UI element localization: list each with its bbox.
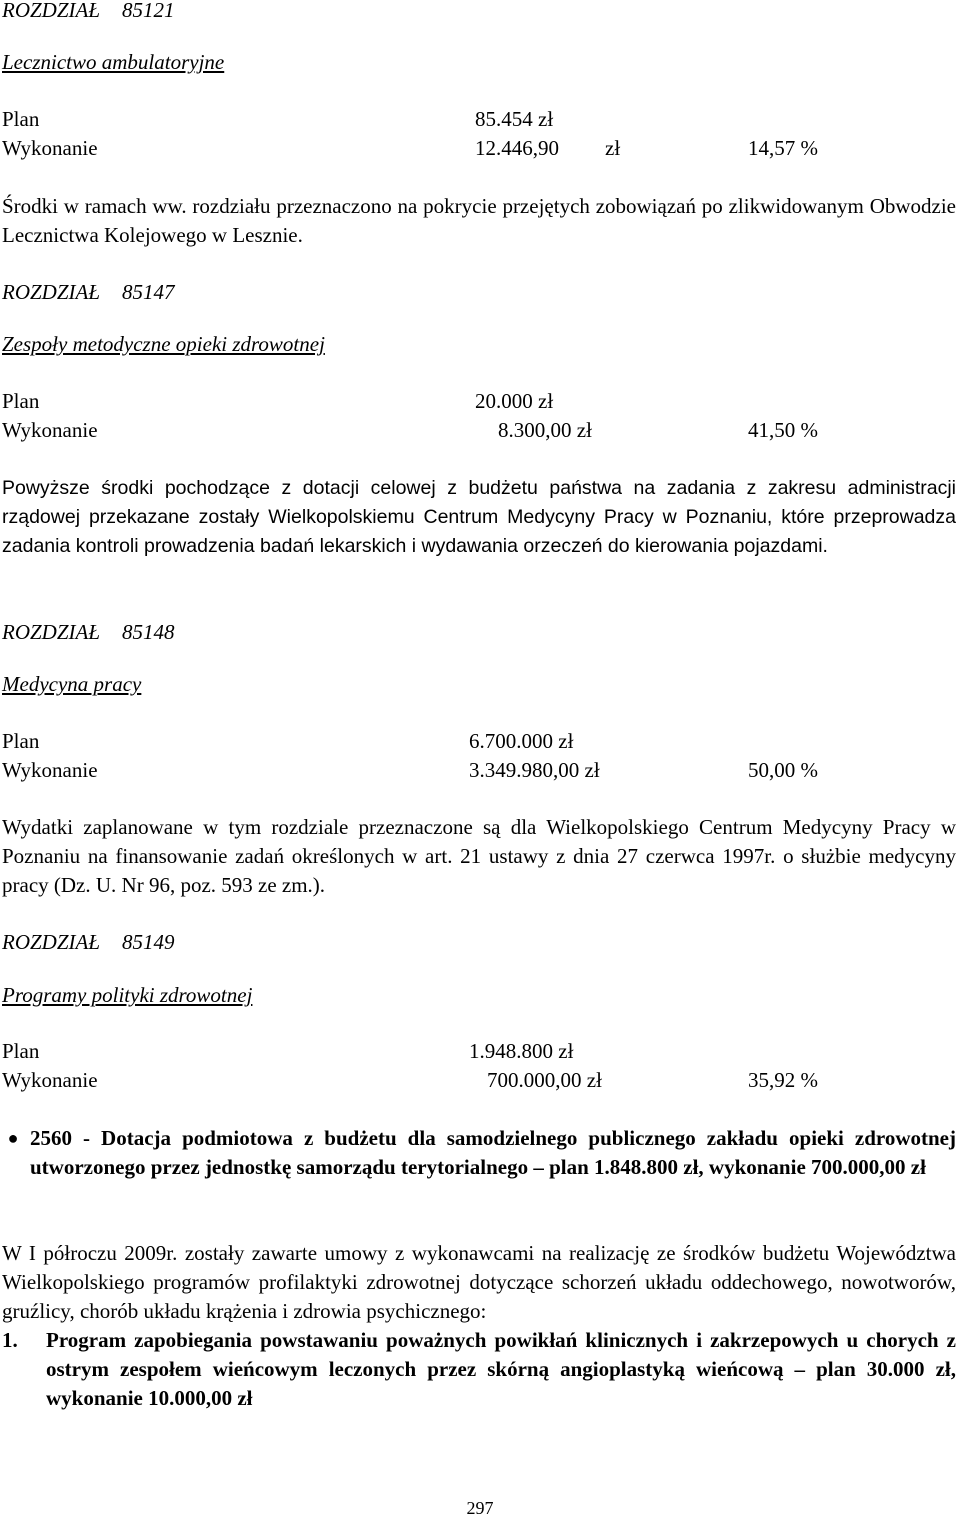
section-85147 bbox=[2, 278, 956, 307]
plan-label: Plan bbox=[2, 1039, 40, 1063]
section-title: Programy polityki zdrowotnej bbox=[2, 983, 253, 1007]
section-heading: ROZDZIAŁ 85148 bbox=[2, 620, 175, 644]
execution-percent: 41,50 % bbox=[748, 418, 818, 442]
list-text: Program zapobiegania powstawaniu poważnych powikłań klinicznych i zakrzepowych u chorych z ostrym zespołem wieńcowym leczonych przez skórną angioplastyką wieńcową – plan 30.000 zł, wykonanie 10.000,00 zł bbox=[46, 1328, 956, 1410]
section-title-wrap bbox=[2, 330, 956, 359]
section-85121 bbox=[2, 0, 956, 25]
page-number: 297 bbox=[466, 1498, 494, 1518]
plan-row bbox=[2, 1037, 956, 1066]
section-title-wrap bbox=[2, 981, 956, 1010]
section-heading: ROZDZIAŁ 85149 bbox=[2, 930, 175, 954]
description-paragraph: Powyższe środki pochodzące z dotacji celowej z budżetu państwa na zadania z zakresu administracji rządowej przekazane zostały Wielkopolskiemu Centrum Medycyny Pracy w Poznaniu, które przeprowadza zadania kontroli prowadzenia badań lekarskich i wydawania orzeczeń do kierowania pojazdami. bbox=[2, 477, 956, 557]
execution-amount: 700.000,00 zł bbox=[487, 1068, 602, 1092]
execution-amount: 3.349.980,00 zł bbox=[469, 758, 600, 782]
execution-label: Wykonanie bbox=[2, 758, 98, 782]
plan-row bbox=[2, 387, 956, 416]
plan-value: 20.000 zł bbox=[475, 389, 554, 413]
plan-value: 85.454 zł bbox=[475, 107, 554, 131]
execution-amount: 8.300,00 zł bbox=[498, 418, 592, 442]
execution-label: Wykonanie bbox=[2, 1068, 98, 1092]
execution-row bbox=[2, 416, 956, 445]
section-title: Zespoły metodyczne opieki zdrowotnej bbox=[2, 332, 325, 356]
execution-percent: 14,57 % bbox=[748, 136, 818, 160]
plan-value: 6.700.000 zł bbox=[469, 729, 574, 753]
section-title: Medycyna pracy bbox=[2, 672, 142, 696]
section-description bbox=[2, 1239, 956, 1326]
section-description bbox=[2, 813, 956, 900]
execution-unit: zł bbox=[605, 136, 621, 160]
description-paragraph: Środki w ramach ww. rozdziału przeznaczono na pokrycie przejętych zobowiązań po zlikwidowanym Obwodzie Lecznictwa Kolejowego w Lesznie. bbox=[2, 194, 956, 247]
bullet-item bbox=[2, 1124, 956, 1182]
plan-label: Plan bbox=[2, 389, 40, 413]
bullet-text: 2560 - Dotacja podmiotowa z budżetu dla samodzielnego publicznego zakładu opieki zdrowotnej utworzonego przez jednostkę samorządu terytorialnego – plan 1.848.800 zł, wykonanie 700.000,00 zł bbox=[30, 1126, 956, 1179]
section-title: Lecznictwo ambulatoryjne bbox=[2, 50, 225, 74]
plan-row bbox=[2, 727, 956, 756]
section-description bbox=[2, 474, 956, 561]
numbered-list-item bbox=[2, 1326, 956, 1413]
execution-row bbox=[2, 756, 956, 785]
section-description bbox=[2, 192, 956, 250]
section-title-wrap bbox=[2, 48, 956, 77]
execution-label: Wykonanie bbox=[2, 418, 98, 442]
execution-row bbox=[2, 134, 956, 163]
plan-value: 1.948.800 zł bbox=[469, 1039, 574, 1063]
description-paragraph: Wydatki zaplanowane w tym rozdziale przeznaczone są dla Wielkopolskiego Centrum Medycyny Pracy w Poznaniu na finansowanie zadań określonych w art. 21 ustawy z dnia 27 czerwca 1997r. o służbie medycyny pracy (Dz. U. Nr 96, poz. 593 ze zm.). bbox=[2, 815, 956, 897]
section-85148 bbox=[2, 618, 956, 647]
section-heading: ROZDZIAŁ 85121 bbox=[2, 0, 175, 22]
section-85149 bbox=[2, 928, 956, 957]
list-number: 1. bbox=[2, 1328, 18, 1352]
plan-label: Plan bbox=[2, 107, 40, 131]
plan-label: Plan bbox=[2, 729, 40, 753]
execution-percent: 35,92 % bbox=[748, 1068, 818, 1092]
execution-label: Wykonanie bbox=[2, 136, 98, 160]
section-heading: ROZDZIAŁ 85147 bbox=[2, 280, 175, 304]
section-title-wrap bbox=[2, 670, 956, 699]
plan-row bbox=[2, 105, 956, 134]
execution-percent: 50,00 % bbox=[748, 758, 818, 782]
description-paragraph: W I półroczu 2009r. zostały zawarte umowy z wykonawcami na realizację ze środków budżetu Województwa Wielkopolskiego programów profilaktyki zdrowotnej dotyczące schorzeń układu oddechowego, nowotworów, gruźlicy, chorób układu krążenia i zdrowia psychicznego: bbox=[2, 1241, 956, 1323]
execution-amount: 12.446,90 bbox=[475, 136, 559, 160]
execution-row bbox=[2, 1066, 956, 1095]
bullet-icon: ● bbox=[7, 1128, 19, 1148]
